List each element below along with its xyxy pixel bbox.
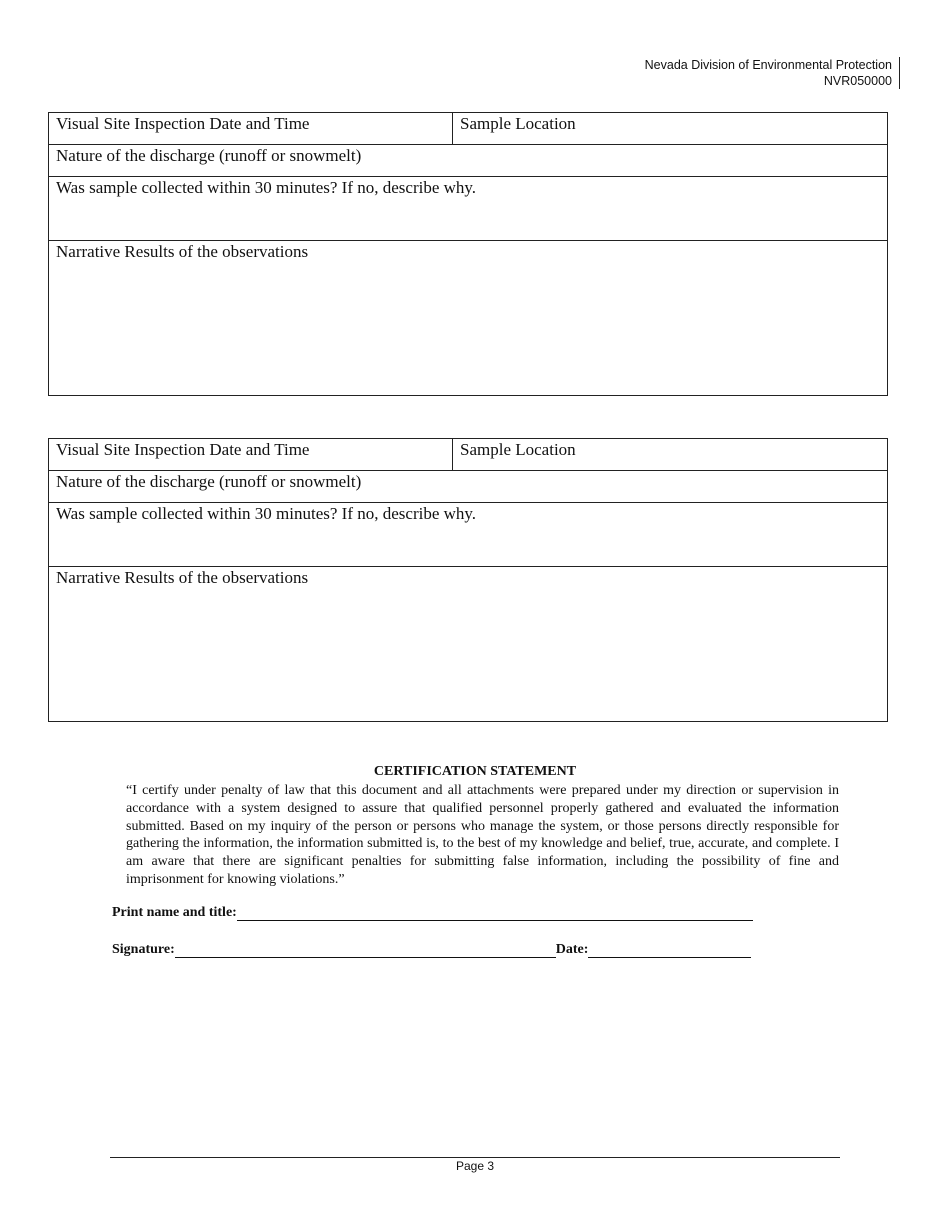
permit-number: NVR050000	[823, 74, 892, 88]
agency-name: Nevada Division of Environmental Protection	[644, 58, 892, 72]
signature-input[interactable]	[175, 943, 556, 958]
date-input[interactable]	[588, 943, 751, 958]
footer-divider	[110, 1157, 840, 1158]
page-header	[645, 57, 900, 89]
sample-location-field[interactable]: Sample Location	[453, 113, 888, 145]
discharge-nature-field[interactable]: Nature of the discharge (runoff or snowmelt)	[49, 471, 888, 503]
print-name-label: Print name and title:	[112, 905, 237, 920]
sample-timing-field[interactable]: Was sample collected within 30 minutes? If no, describe why.	[49, 503, 888, 567]
print-name-input[interactable]	[237, 906, 753, 921]
print-name-row	[112, 905, 753, 921]
page-number: Page 3	[455, 1159, 495, 1173]
narrative-results-field[interactable]: Narrative Results of the observations	[49, 241, 888, 396]
inspection-table-2	[48, 438, 888, 722]
certification-title: CERTIFICATION STATEMENT	[373, 764, 577, 779]
date-time-field[interactable]: Visual Site Inspection Date and Time	[49, 439, 453, 471]
signature-label: Signature:	[112, 942, 175, 957]
inspection-table-1	[48, 112, 888, 396]
discharge-nature-field[interactable]: Nature of the discharge (runoff or snowmelt)	[49, 145, 888, 177]
certification-text: “I certify under penalty of law that this document and all attachments were prepared under my direction or supervision in accordance with a system designed to assure that qualified personnel properly gathered and evaluated the information submitted. Based on my inquiry of the person or persons who manage the system, or those persons directly responsible for gathering the information, the information submitted is, to the best of my knowledge and belief, true, accurate, and complete. I am aware that there are significant penalties for submitting false information, including the possibility of fine and imprisonment for knowing violations.”	[126, 783, 839, 887]
date-label: Date:	[555, 942, 589, 957]
signature-row	[112, 942, 751, 958]
date-time-field[interactable]: Visual Site Inspection Date and Time	[49, 113, 453, 145]
sample-timing-field[interactable]: Was sample collected within 30 minutes? If no, describe why.	[49, 177, 888, 241]
narrative-results-field[interactable]: Narrative Results of the observations	[49, 567, 888, 722]
sample-location-field[interactable]: Sample Location	[453, 439, 888, 471]
